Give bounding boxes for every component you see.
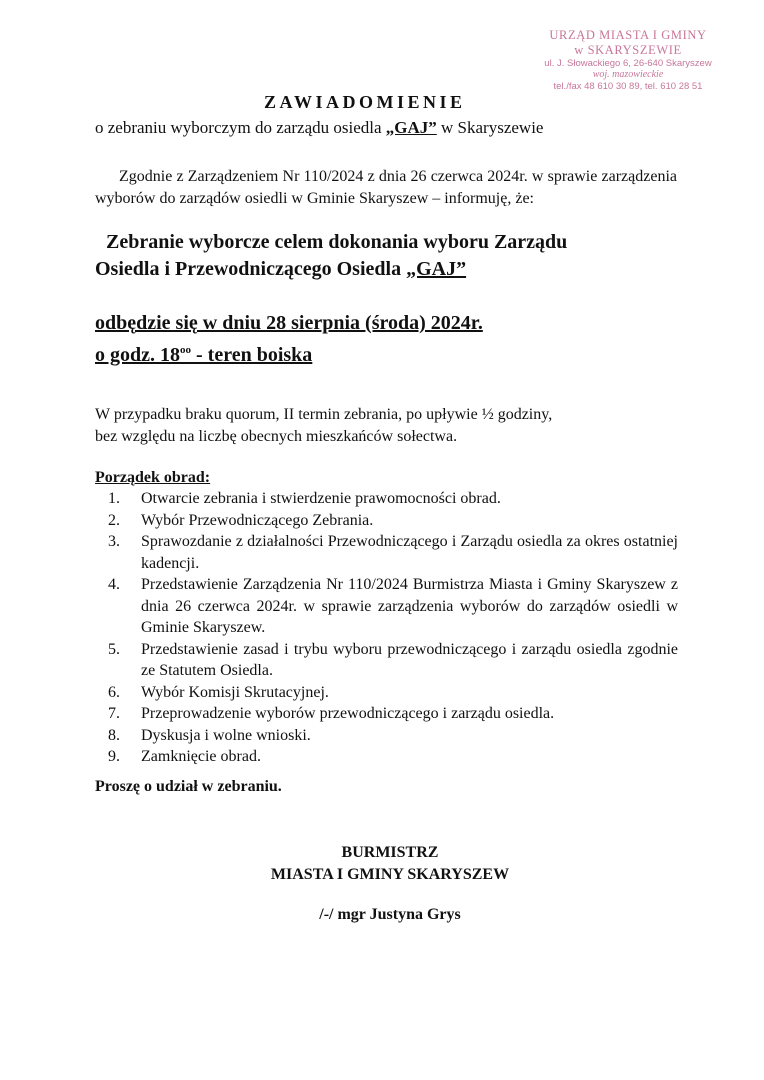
announcement-line-2-text: Osiedla i Przewodniczącego Osiedla (95, 258, 407, 280)
agenda-list (108, 488, 678, 768)
agenda-text: Przedstawienie zasad i trybu wyboru przewodniczącego i zarządu osiedla zgodnie ze Statutem Osiedla. (141, 640, 678, 679)
stamp-line-office: URZĄD MIASTA I GMINY (549, 28, 707, 42)
quorum-line-2: bez względu na liczbę obecnych mieszkańców sołectwa. (95, 428, 458, 445)
agenda-text: Wybór Komisji Skrutacyjnej. (141, 683, 329, 701)
meeting-place: - teren boiska (191, 344, 313, 366)
stamp-line-town: w SKARYSZEWIE (574, 43, 682, 57)
agenda-number: 8. (108, 726, 120, 744)
agenda-item (108, 639, 678, 682)
subtitle-before: o zebraniu wyborczym do zarządu osiedla (95, 118, 386, 137)
agenda-item (108, 682, 678, 704)
agenda-item (108, 510, 678, 532)
agenda-number: 3. (108, 533, 120, 550)
agenda-text: Wybór Przewodniczącego Zebrania. (141, 511, 374, 529)
agenda-number: 7. (108, 705, 120, 722)
announcement-line-1: Zebranie wyborcze celem dokonania wyboru Zarządu (106, 231, 568, 253)
agenda-text: Zamknięcie obrad. (141, 748, 261, 765)
meeting-time: o godz. 18 (95, 344, 180, 366)
signature-name: /-/ mgr Justyna Grys (319, 906, 461, 923)
stamp-line-phone: tel./fax 48 610 30 89, tel. 610 28 51 (553, 81, 703, 93)
agenda-item (108, 746, 678, 768)
meeting-time-place (95, 337, 312, 369)
quorum-line-1: W przypadku braku quorum, II termin zebrania, po upływie ½ godziny, (95, 406, 553, 423)
agenda-item (108, 574, 678, 639)
closing-request: Proszę o udział w zebraniu. (95, 778, 282, 795)
agenda-text: Przedstawienie Zarządzenia Nr 110/2024 Burmistrza Miasta i Gminy Skaryszew z dnia 26 czerwca 2024r. w sprawie zarządzenia wyborów do zarządów osiedli w Gminie Skaryszew. (141, 576, 678, 636)
agenda-number: 6. (108, 683, 120, 701)
agenda-number: 1. (108, 490, 120, 507)
agenda-item (108, 725, 678, 747)
meeting-time-minutes: oo (180, 344, 191, 356)
subtitle-after: w Skaryszewie (436, 118, 544, 137)
agenda-text: Otwarcie zebrania i stwierdzenie prawomocności obrad. (141, 490, 501, 507)
intro-paragraph: Zgodnie z Zarządzeniem Nr 110/2024 z dnia 26 czerwca 2024r. w sprawie zarządzenia wyborów do zarządów osiedli w Gminie Skaryszew – informuję, że: (95, 168, 677, 207)
document-title: ZAWIADOMIENIE (264, 92, 466, 112)
stamp-line-voivodeship: woj. mazowieckie (592, 69, 664, 81)
announcement-estate-name: „GAJ” (406, 258, 467, 280)
agenda-item (108, 531, 678, 574)
agenda-text: Przeprowadzenie wyborów przewodniczącego i zarządu osiedla. (141, 705, 555, 722)
signature-title: BURMISTRZ (341, 844, 439, 861)
document-subtitle (95, 118, 543, 138)
quorum-notice (95, 404, 655, 448)
meeting-date: odbędzie się w dniu 28 sierpnia (środa) 2024r. (95, 312, 483, 334)
agenda-title: Porządek obrad: (95, 469, 211, 486)
agenda-number: 9. (108, 748, 120, 765)
office-stamp (528, 28, 728, 93)
stamp-line-address: ul. J. Słowackiego 6, 26-640 Skaryszew (544, 58, 712, 69)
agenda-item (108, 488, 678, 510)
agenda-number: 2. (108, 511, 120, 529)
agenda-item (108, 703, 678, 725)
announcement-line-2 (95, 256, 695, 283)
agenda-text: Sprawozdanie z działalności Przewodniczącego i Zarządu osiedla za okres ostatniej kadencji. (141, 533, 678, 572)
agenda-number: 4. (108, 576, 120, 593)
agenda-number: 5. (108, 640, 120, 658)
agenda-text: Dyskusja i wolne wnioski. (141, 726, 311, 744)
subtitle-estate-name: „GAJ” (385, 118, 437, 137)
signature-office: MIASTA I GMINY SKARYSZEW (270, 866, 510, 883)
